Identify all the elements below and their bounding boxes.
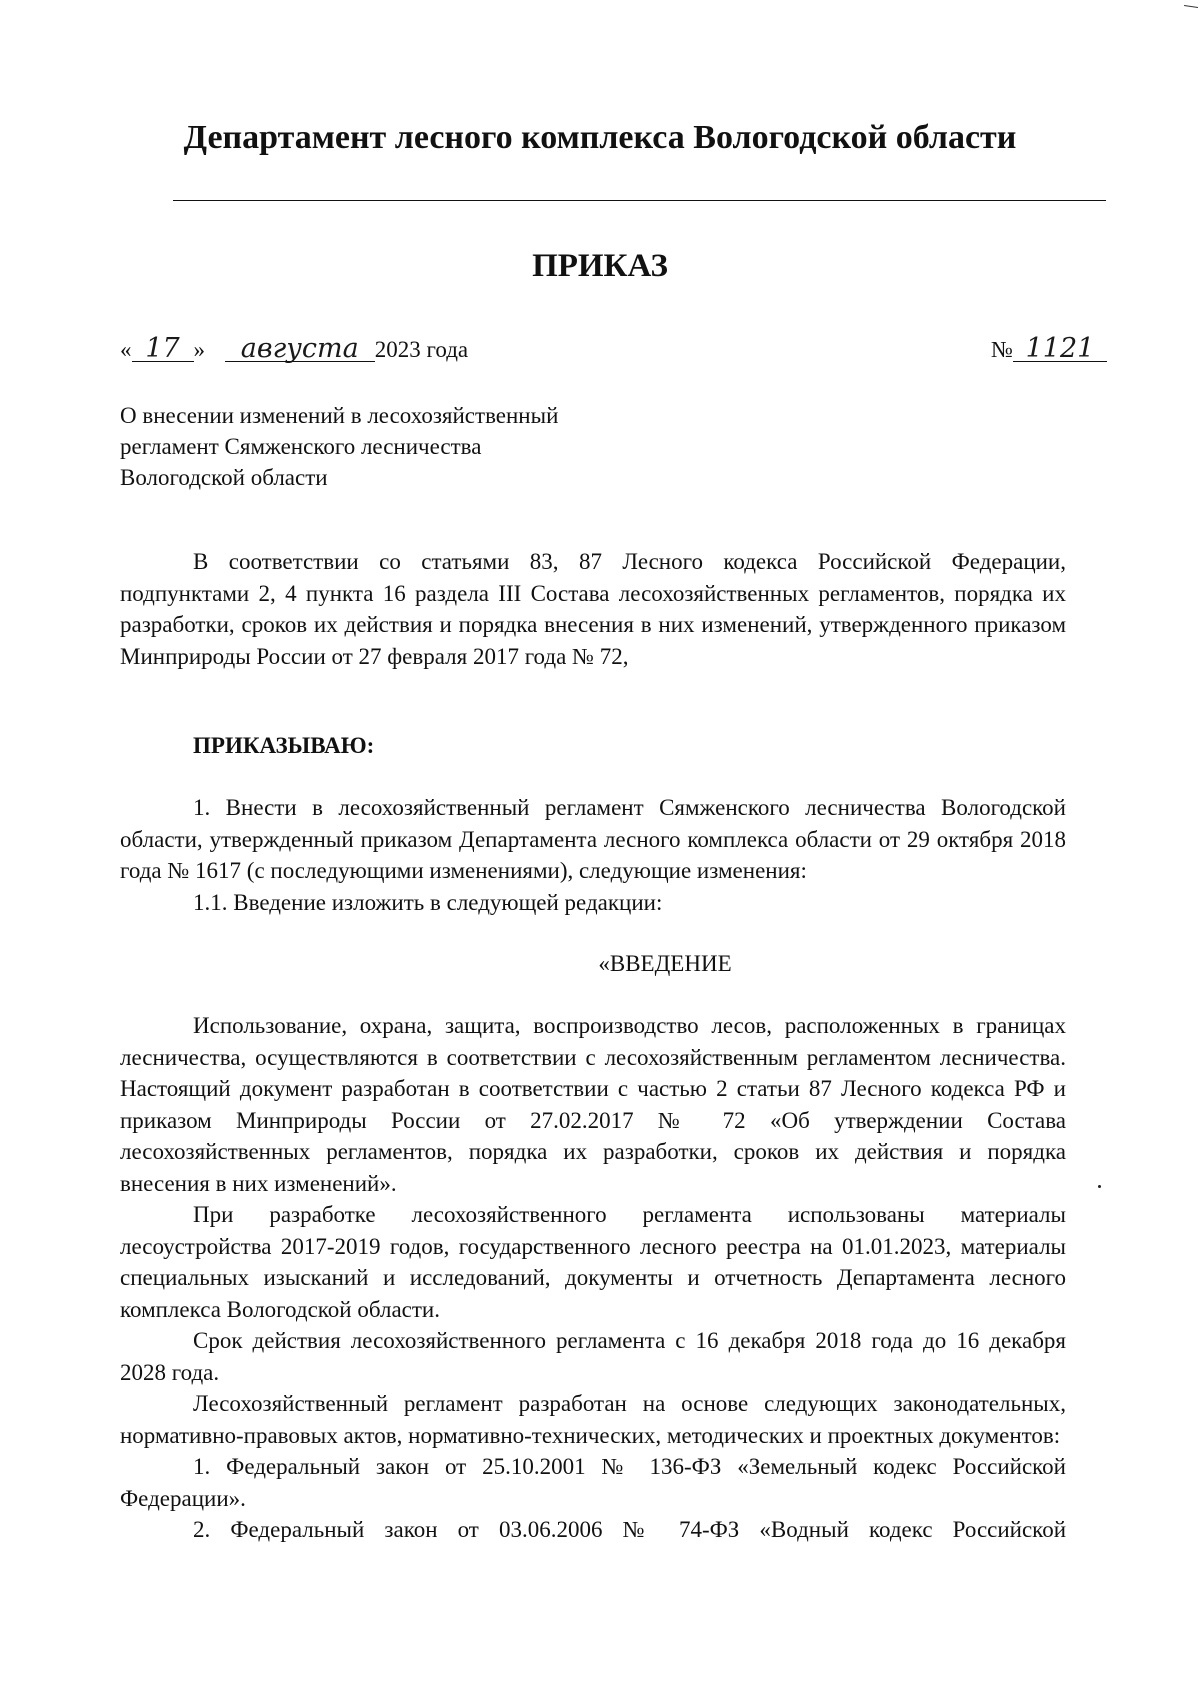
day-field xyxy=(132,332,194,367)
subject-line: О внесении изменений в лесохозяйственный xyxy=(120,403,559,428)
handwritten-number: 1121 xyxy=(1025,333,1095,364)
document-type-title: ПРИКАЗ xyxy=(532,248,668,284)
month-field xyxy=(225,332,375,367)
handwritten-month: августа xyxy=(240,333,359,364)
introduction-body xyxy=(120,1010,1066,1546)
preamble xyxy=(120,546,1066,672)
number-field xyxy=(1013,332,1107,367)
year-text: 2023 года xyxy=(374,337,469,362)
item-1: 1. Внести в лесохозяйственный регламент Сямженского лесничества Вологодской области, утвержденный приказом Департамента лесного комплекса области от 29 октября 2018 года № 1617 (с последующими изменениями), следующие изменения: xyxy=(120,795,1066,883)
order-heading: ПРИКАЗЫВАЮ: xyxy=(193,733,375,758)
list-item: 2. Федеральный закон от 03.06.2006 № 74-ФЗ «Водный кодекс Российской xyxy=(193,1517,1066,1542)
close-quote: » xyxy=(193,337,205,362)
open-quote: « xyxy=(120,337,132,362)
scan-corner-mark xyxy=(1184,5,1198,8)
list-item: 1. Федеральный закон от 25.10.2001 № 136-ФЗ «Земельный кодекс Российской Федерации». xyxy=(120,1454,1066,1511)
number-label: № xyxy=(991,337,1013,362)
intro-paragraph: Срок действия лесохозяйственного регламента с 16 декабря 2018 года до 16 декабря 2028 года. xyxy=(120,1328,1066,1385)
introduction-heading: «ВВЕДЕНИЕ xyxy=(598,951,732,976)
intro-paragraph: Лесохозяйственный регламент разработан на основе следующих законодательных, нормативно-правовых актов, нормативно-технических, методических и проектных документов: xyxy=(120,1391,1066,1448)
item-1-1: 1.1. Введение изложить в следующей редакции: xyxy=(193,889,663,915)
subject-line: Вологодской области xyxy=(120,465,328,490)
subject-line: регламент Сямженского лесничества xyxy=(120,434,482,459)
scan-speck xyxy=(1098,1185,1101,1188)
organization-title: Департамент лесного комплекса Вологодской области xyxy=(183,119,1017,156)
order-date xyxy=(120,332,468,367)
order-number xyxy=(991,332,1107,367)
order-subject xyxy=(120,400,760,493)
handwritten-day: 17 xyxy=(145,333,180,364)
intro-paragraph: Использование, охрана, защита, воспроизводство лесов, расположенных в границах лесничества, осуществляются в соответствии с лесохозяйственным регламентом лесничества. Настоящий документ разработан в соответствии с частью 2 статьи 87 Лесного кодекса РФ и приказом Минприроды России от 27.02.2017 № 72 «Об утверждении Состава лесохозяйственных регламентов, порядка их разработки, сроков их действия и порядка внесения в них изменений». xyxy=(120,1013,1066,1196)
header-divider xyxy=(173,200,1106,201)
order-items xyxy=(120,792,1066,918)
preamble-text: В соответствии со статьями 83, 87 Лесного кодекса Российской Федерации, подпунктами 2, 4 пункта 16 раздела III Состава лесохозяйственных регламентов, порядка их разработки, сроков их действия и порядка внесения в них изменений, утвержденного приказом Минприроды России от 27 февраля 2017 года № 72, xyxy=(120,549,1066,669)
intro-paragraph: При разработке лесохозяйственного регламента использованы материалы лесоустройства 2017-2019 годов, государственного лесного реестра на 01.01.2023, материалы специальных изысканий и исследований, документы и отчетность Департамента лесного комплекса Вологодской области. xyxy=(120,1202,1066,1322)
